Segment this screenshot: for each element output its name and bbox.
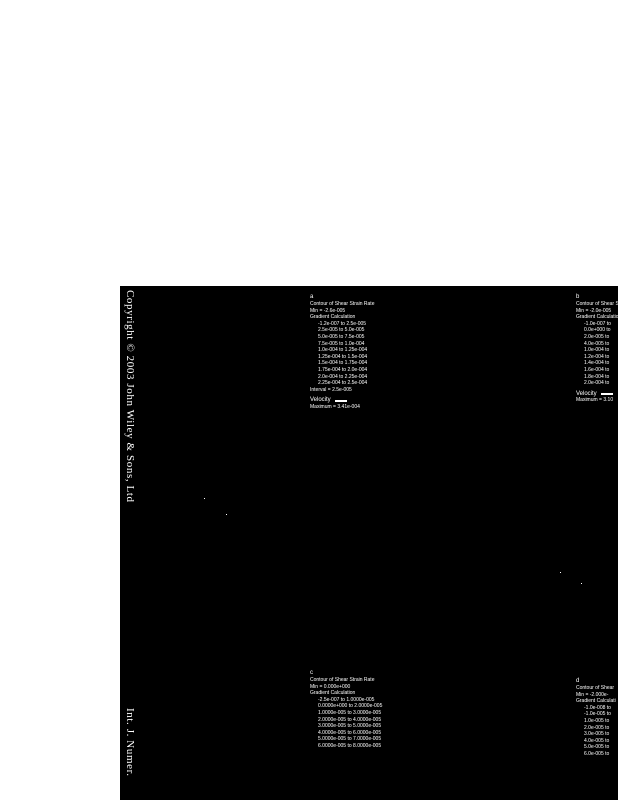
- velocity-vector-icon: [601, 393, 613, 395]
- legend-row: 3.0e-005 to: [584, 731, 610, 738]
- contour-legend: [584, 705, 618, 758]
- legend-row: 5.0e-005 to: [584, 744, 610, 751]
- legend-row: 2.0e-004 to: [584, 380, 610, 387]
- legend-row: 2.0e-004 to 2.25e-004: [318, 373, 368, 380]
- panel-title: Contour of Shear Strain Rate: [310, 301, 375, 307]
- legend-row: 5.0e-005 to 7.5e-005: [318, 333, 365, 340]
- legend-row: -1.0e-008 to: [584, 704, 611, 711]
- contour-legend: [318, 697, 382, 750]
- velocity-vector-icon: [335, 400, 347, 402]
- panel-interval: Interval = 2.5e-005: [310, 386, 352, 393]
- legend-row: 4.0e-005 to: [584, 340, 610, 347]
- contour-panel-b: [576, 294, 640, 404]
- legend-row: 2.0e-005 to: [584, 724, 610, 731]
- panel-title: Contour of Shear Strain Rate: [310, 677, 375, 683]
- legend-row: 1.25e-004 to 1.5e-004: [318, 353, 368, 360]
- journal-fragment: Int. J. Numer.: [124, 708, 136, 777]
- scan-speck: [226, 514, 227, 515]
- panel-title: Contour of Shear: [576, 685, 615, 691]
- panel-min: Min = -2.0e-005: [576, 307, 612, 314]
- legend-row: 1.75e-004 to 2.0e-004: [318, 366, 368, 373]
- legend-row: 1.0e-004 to 1.25e-004: [318, 347, 368, 354]
- velocity-label: Velocity: [576, 390, 597, 397]
- panel-label: b: [576, 294, 580, 300]
- scan-speck: [581, 583, 582, 584]
- legend-row: -1.2e-007 to 2.5e-005: [318, 320, 367, 327]
- velocity-label: Velocity: [310, 397, 331, 404]
- panel-min: Min = 0.000e+000: [310, 683, 351, 690]
- legend-row: 6.0e-005 to: [584, 750, 610, 757]
- legend-row: 7.5e-005 to 1.0e-004: [318, 340, 365, 347]
- panel-maximum: Maximum = 3.10: [576, 397, 614, 404]
- legend-row: 1.5e-004 to 1.75e-004: [318, 360, 368, 367]
- legend-row: -1.0e-007 to: [584, 320, 611, 327]
- panel-subtitle: Gradient Calculation: [310, 690, 356, 697]
- contour-legend: [584, 321, 618, 387]
- legend-row: 2.0e-005 to: [584, 333, 610, 340]
- legend-row: 2.5e-005 to 5.0e-005: [318, 327, 365, 334]
- legend-row: 1.2e-004 to: [584, 353, 610, 360]
- velocity-legend: [576, 391, 618, 398]
- legend-row: 0.0e+000 to: [584, 327, 611, 334]
- legend-row: -2.5e-007 to 1.0000e-005: [318, 696, 375, 703]
- panel-title: Contour of Shear Strain Rate: [576, 301, 640, 307]
- legend-row: 1.0e-005 to: [584, 717, 610, 724]
- panel-maximum: Maximum = 3.41e-004: [310, 403, 360, 410]
- legend-row: 2.0000e-005 to 4.0000e-005: [318, 716, 382, 723]
- legend-row: 2.25e-004 to 2.5e-004: [318, 380, 368, 387]
- legend-row: -1.0e-005 to: [584, 711, 611, 718]
- scanned-page: [120, 286, 640, 800]
- copyright-notice: Copyright © 2003 John Wiley & Sons, Ltd: [124, 290, 136, 503]
- panel-min: Min = -2.6e-005: [310, 307, 346, 314]
- panel-subtitle: Gradient Calculation: [576, 314, 622, 321]
- legend-row: 1.0000e-005 to 3.0000e-005: [318, 709, 382, 716]
- panel-subtitle: Gradient Calculati: [576, 698, 616, 705]
- side-margin: [122, 290, 136, 800]
- legend-row: 0.0000e+000 to 2.0000e-005: [318, 703, 383, 710]
- legend-row: 1.4e-004 to: [584, 360, 610, 367]
- panel-subtitle: Gradient Calculation: [310, 314, 356, 321]
- legend-row: 1.8e-004 to: [584, 373, 610, 380]
- legend-row: 3.0000e-005 to 5.0000e-005: [318, 723, 382, 730]
- legend-row: 5.0000e-005 to 7.0000e-005: [318, 736, 382, 743]
- contour-legend: [318, 321, 374, 387]
- panel-label: d: [576, 678, 580, 684]
- panel-min: Min = -2.000e-: [576, 691, 609, 698]
- legend-row: 1.6e-004 to: [584, 366, 610, 373]
- legend-row: 4.0000e-005 to 6.0000e-005: [318, 729, 382, 736]
- scan-speck: [560, 572, 561, 573]
- panel-label: c: [310, 670, 313, 676]
- contour-panel-a: [310, 294, 374, 411]
- legend-row: 4.0e-005 to: [584, 737, 610, 744]
- contour-panel-c: [310, 670, 382, 750]
- contour-panel-d: [576, 678, 618, 758]
- panel-label: a: [310, 294, 314, 300]
- velocity-legend: [310, 397, 374, 404]
- legend-row: 6.0000e-005 to 8.0000e-005: [318, 742, 382, 749]
- scan-speck: [204, 498, 205, 499]
- legend-row: 1.0e-004 to: [584, 347, 610, 354]
